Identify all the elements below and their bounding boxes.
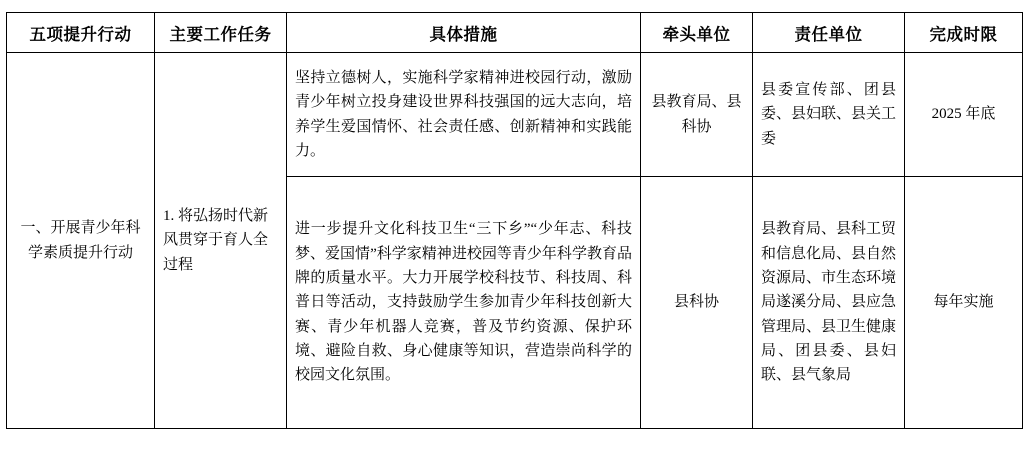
table-body [7,53,1023,429]
column-header-deadline: 完成时限 [905,13,1023,53]
column-header-responsible-unit: 责任单位 [753,13,905,53]
cell-deadline: 每年实施 [905,177,1023,429]
cell-category: 一、开展青少年科学素质提升行动 [7,53,155,429]
table-row [7,53,1023,177]
column-header-lead-unit: 牵头单位 [641,13,753,53]
column-header-category: 五项提升行动 [7,13,155,53]
cell-deadline: 2025 年底 [905,53,1023,177]
table-header-row [7,13,1023,53]
cell-lead-unit: 县科协 [641,177,753,429]
cell-task: 1. 将弘扬时代新风贯穿于育人全过程 [155,53,287,429]
cell-responsible-units: 县教育局、县科工贸和信息化局、县自然资源局、市生态环境局遂溪分局、县应急管理局、县卫生健康局、团县委、县妇联、县气象局 [753,177,905,429]
cell-lead-unit: 县教育局、县科协 [641,53,753,177]
cell-measure: 进一步提升文化科技卫生“三下乡”“少年志、科技梦、爱国情”科学家精神进校园等青少年科学教育品牌的质量水平。大力开展学校科技节、科技周、科普日等活动，支持鼓励学生参加青少年科技创新大赛、青少年机器人竞赛，普及节约资源、保护环境、避险自救、身心健康等知识，营造崇尚科学的校园文化氛围。 [287,177,641,429]
cell-measure: 坚持立德树人，实施科学家精神进校园行动，激励青少年树立投身建设世界科技强国的远大志向，培养学生爱国情怀、社会责任感、创新精神和实践能力。 [287,53,641,177]
table-header [7,13,1023,53]
column-header-measure: 具体措施 [287,13,641,53]
column-header-task: 主要工作任务 [155,13,287,53]
action-plan-table [6,12,1023,429]
cell-responsible-units: 县委宣传部、团县委、县妇联、县关工委 [753,53,905,177]
